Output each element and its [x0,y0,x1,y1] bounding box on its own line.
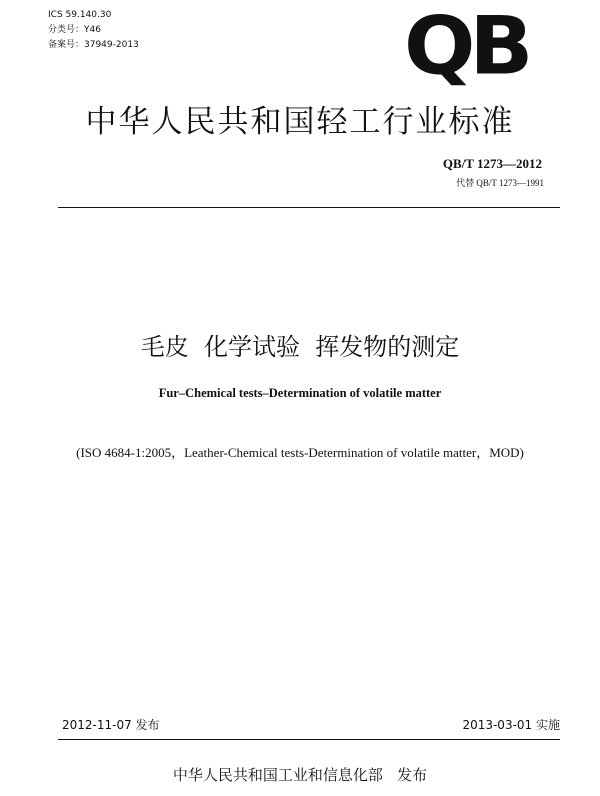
implementation-date: 2013-03-01 实施 [462,718,560,732]
qb-logo: QB [404,0,528,93]
document-title-en: Fur–Chemical tests–Determination of volatile matter [158,386,442,400]
top-divider [58,207,560,208]
document-title-cn: 毛皮 化学试验 挥发物的测定 [140,333,460,361]
standard-code: QB/T 1273—2012 [442,156,542,171]
issue-date: 2012-11-07 发布 [62,718,160,732]
bottom-divider [58,739,560,740]
record-number: 备案号：37949-2013 [48,40,139,50]
standard-category-title: 中华人民共和国轻工行业标准 [85,104,515,140]
classification-number: 分类号：Y46 [48,25,101,35]
ics-code: ICS 59.140.30 [48,10,112,20]
iso-reference: (ISO 4684-1:2005，Leather-Chemical tests-Determination of volatile matter，MOD) [76,445,524,460]
replaces-standard: 代替 QB/T 1273—1991 [456,178,544,188]
header-meta [48,8,139,53]
issuer: 中华人民共和国工业和信息化部 发布 [172,766,428,784]
